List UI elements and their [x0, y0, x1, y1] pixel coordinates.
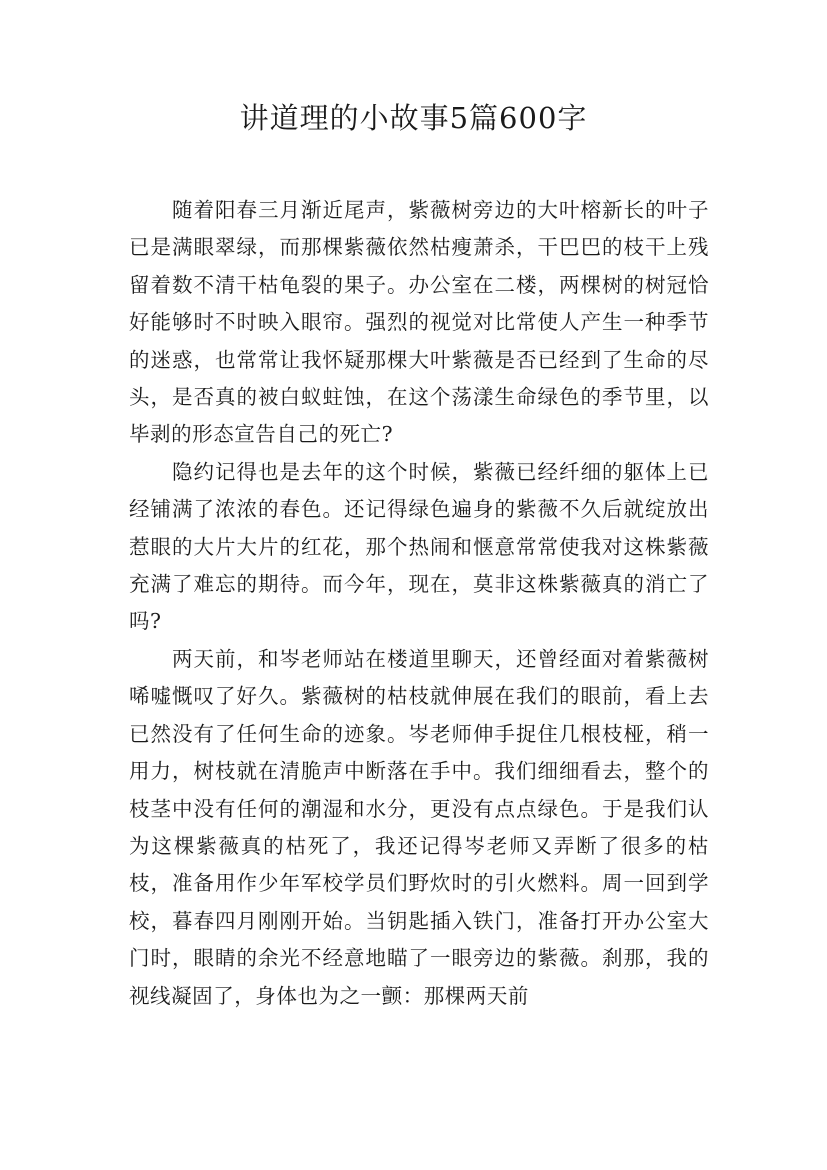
- paragraph-1: 随着阳春三月渐近尾声，紫薇树旁边的大叶榕新长的叶子已是满眼翠绿，而那棵紫薇依然枯瘦萧杀，干巴巴的枝干上残留着数不清干枯龟裂的果子。办公室在二楼，两棵树的树冠恰好能够时不时映入眼帘。强烈的视觉对比常使人产生一种季节的迷惑，也常常让我怀疑那棵大叶紫薇是否已经到了生命的尽头，是否真的被白蚁蛀蚀，在这个荡漾生命绿色的季节里，以毕剥的形态宣告自己的死亡?: [129, 198, 709, 447]
- paragraph-2: 隐约记得也是去年的这个时候，紫薇已经纤细的躯体上已经铺满了浓浓的春色。还记得绿色遍身的紫薇不久后就绽放出惹眼的大片大片的红花，那个热闹和惬意常常使我对这株紫薇充满了难忘的期待。而今年，现在，莫非这株紫薇真的消亡了吗?: [129, 459, 709, 634]
- document-title: 讲道理的小故事5篇600字: [239, 101, 588, 135]
- paragraph-3: 两天前，和岑老师站在楼道里聊天，还曾经面对着紫薇树唏嘘慨叹了好久。紫薇树的枯枝就伸展在我们的眼前，看上去已然没有了任何生命的迹象。岑老师伸手捉住几根枝桠，稍一用力，树枝就在清脆声中断落在手中。我们细细看去，整个的枝茎中没有任何的潮湿和水分，更没有点点绿色。于是我们认为这棵紫薇真的枯死了，我还记得岑老师又弄断了很多的枯枝，准备用作少年军校学员们野炊时的引火燃料。周一回到学校，暮春四月刚刚开始。当钥匙插入铁门，准备打开办公室大门时，眼睛的余光不经意地瞄了一眼旁边的紫薇。刹那，我的视线凝固了，身体也为之一颤：那棵两天前: [129, 646, 709, 1008]
- document-body: [129, 192, 709, 1015]
